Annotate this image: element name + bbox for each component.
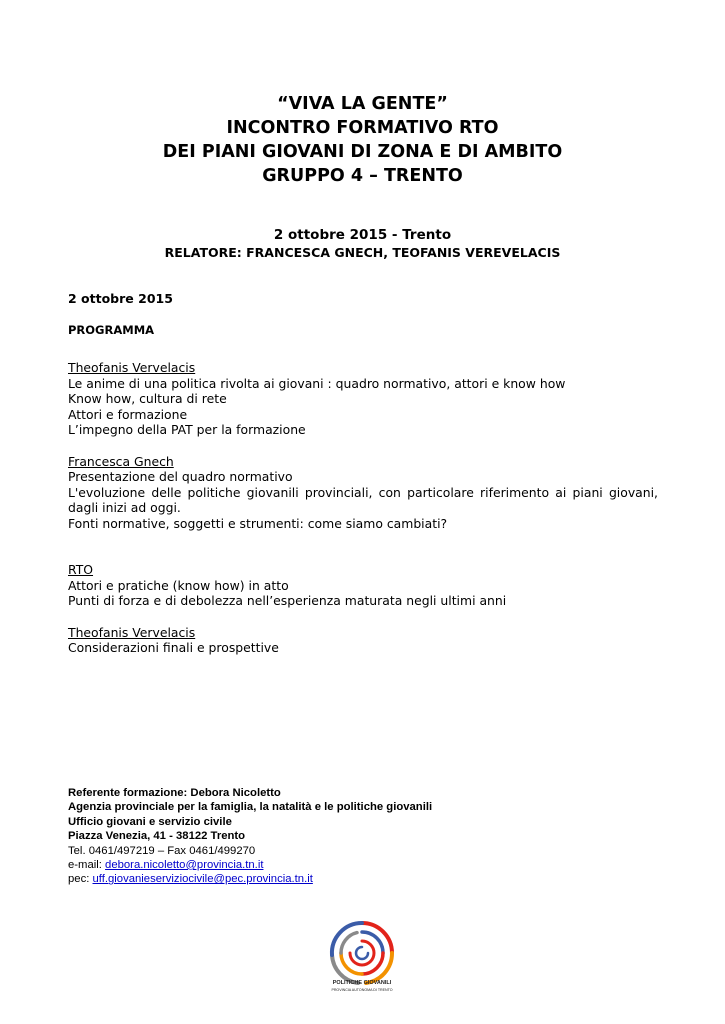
subtitle-block: [0, 226, 725, 262]
contact-footer: [68, 786, 488, 887]
date-place: 2 ottobre 2015 - Trento: [273, 227, 452, 243]
email-link[interactable]: debora.nicoletto@provincia.tn.it: [105, 859, 264, 872]
pec-label: pec:: [68, 873, 93, 886]
email-row: [68, 858, 488, 872]
title-line-4: GRUPPO 4 – TRENTO: [262, 166, 463, 186]
section-line: Considerazioni finali e prospettive: [68, 640, 279, 655]
section-gnech: [68, 454, 658, 532]
section-speaker: Theofanis Vervelacis: [68, 624, 196, 640]
speakers: RELATORE: FRANCESCA GNECH, TEOFANIS VEREVELACIS: [164, 245, 561, 260]
section-paragraph-line: L'evoluzione delle politiche giovanili provinciali, con particolare riferimento ai piani giovani,: [68, 484, 658, 500]
document-title: [0, 92, 725, 188]
program-heading: PROGRAMMA: [68, 322, 155, 337]
section-line: Know how, cultura di rete: [68, 391, 227, 406]
office: Ufficio giovani e servizio civile: [68, 815, 232, 828]
program-content: [68, 291, 658, 656]
section-line: Presentazione del quadro normativo: [68, 469, 293, 484]
section-speaker: RTO: [68, 562, 94, 577]
agency: Agenzia provinciale per la famiglia, la natalità e le politiche giovanili: [68, 801, 433, 814]
section-speaker: Francesca Gnech: [68, 453, 174, 469]
section-vervelacis-1: [68, 360, 658, 438]
logo-caption: [312, 980, 412, 994]
title-line-3: DEI PIANI GIOVANI DI ZONA E DI AMBITO: [162, 142, 563, 162]
section-line: L’impegno della PAT per la formazione: [68, 422, 306, 437]
address: Piazza Venezia, 41 - 38122 Trento: [68, 830, 246, 843]
section-line: Attori e pratiche (know how) in atto: [68, 577, 289, 593]
section-paragraph-line: dagli inizi ad oggi.: [68, 500, 181, 515]
title-line-2: INCONTRO FORMATIVO RTO: [226, 118, 499, 138]
phone-fax: Tel. 0461/497219 – Fax 0461/499270: [68, 844, 256, 857]
section-rto: [68, 562, 658, 609]
logo-name: POLITICHE GIOVANILI: [332, 980, 392, 986]
email-label: e-mail:: [68, 859, 106, 872]
pec-link[interactable]: uff.giovanieserviziocivile@pec.provincia.tn.it: [92, 873, 313, 886]
pec-row: [68, 872, 488, 886]
section-line: Attori e formazione: [68, 406, 188, 422]
section-line: Fonti normative, soggetti e strumenti: come siamo cambiati?: [68, 515, 448, 531]
referent: Referente formazione: Debora Nicoletto: [68, 787, 281, 799]
section-vervelacis-2: [68, 625, 658, 656]
section-speaker: Theofanis Vervelacis: [68, 360, 196, 375]
program-date: 2 ottobre 2015: [68, 291, 173, 306]
logo-subtitle: PROVINCIA AUTONOMA DI TRENTO: [331, 988, 393, 992]
title-line-1: “VIVA LA GENTE”: [277, 94, 448, 114]
section-line: Punti di forza e di debolezza nell’esperienza maturata negli ultimi anni: [68, 593, 507, 608]
section-line: Le anime di una politica rivolta ai giovani : quadro normativo, attori e know how: [68, 375, 566, 391]
